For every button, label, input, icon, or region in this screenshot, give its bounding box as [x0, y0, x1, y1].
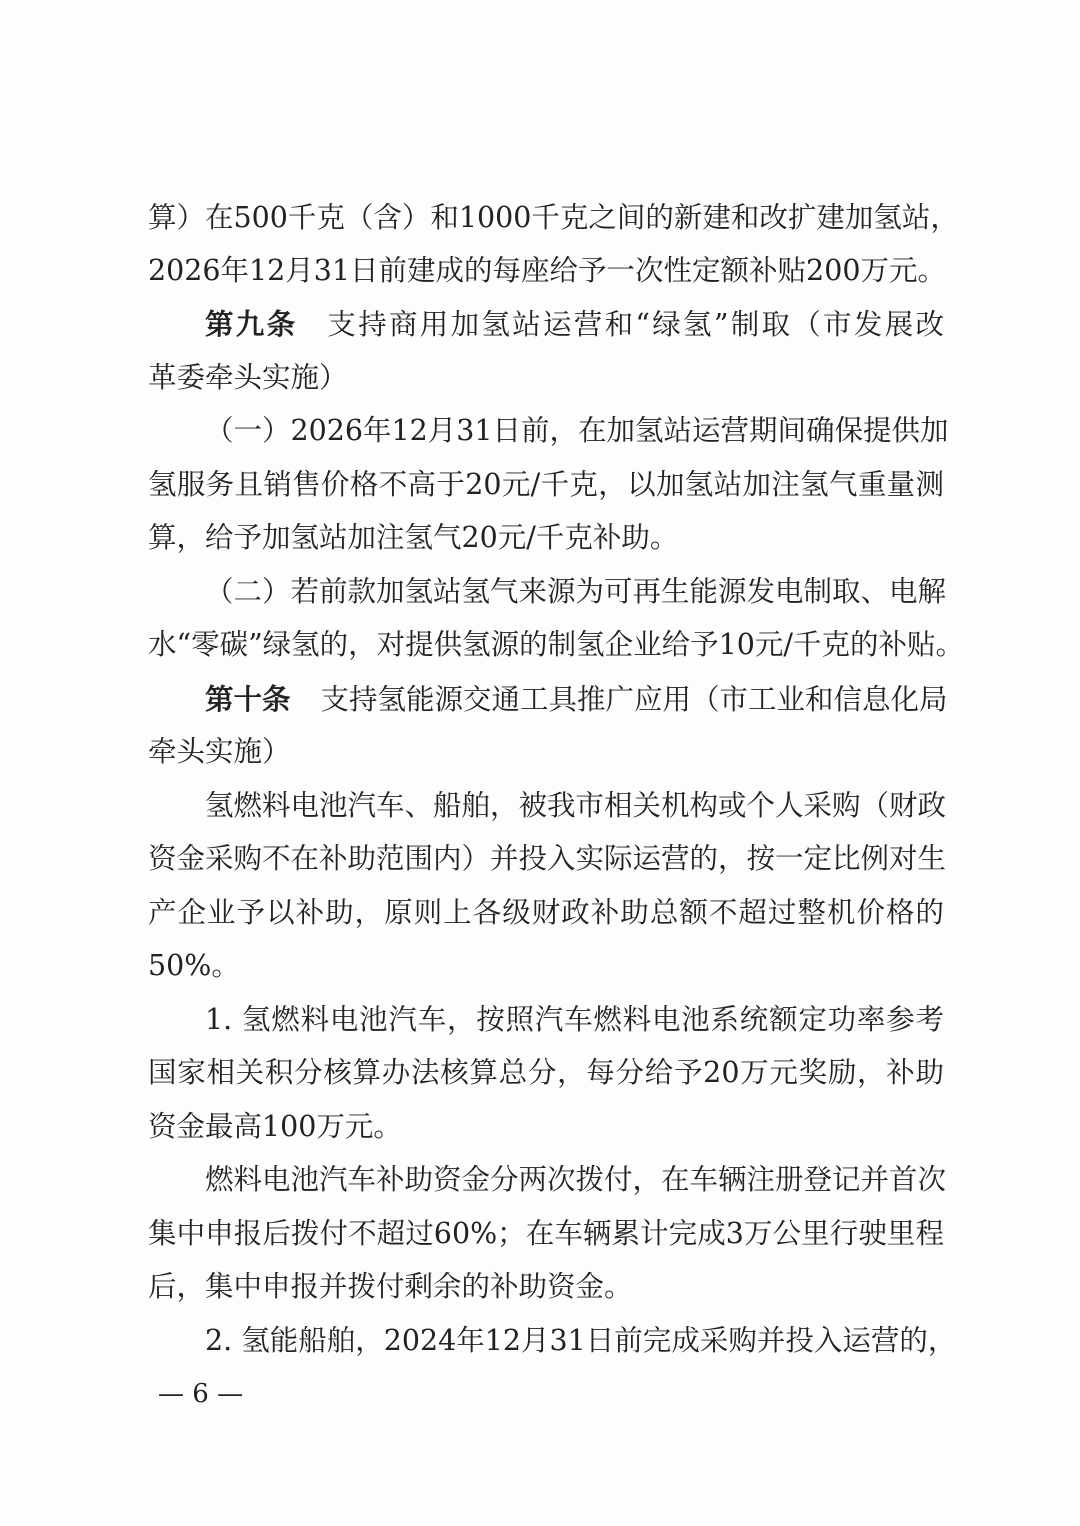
- text-line: 水“零碳”绿氢的，对提供氢源的制氢企业给予10元/千克的补贴。: [148, 628, 965, 661]
- text-line: 2. 氢能船舶，2024年12月31日前完成采购并投入运营的，: [205, 1324, 957, 1357]
- text-line: 资金最高100万元。: [148, 1110, 402, 1143]
- text-line: 氢服务且销售价格不高于20元/千克，以加氢站加注氢气重量测: [148, 468, 944, 501]
- text-line: 产企业予以补助，原则上各级财政补助总额不超过整机价格的: [148, 896, 944, 929]
- article-10-line: [205, 679, 948, 720]
- text-line: （二）若前款加氢站氢气来源为可再生能源发电制取、电解: [205, 575, 947, 608]
- article-9-heading: 第九条: [205, 307, 298, 341]
- text-line: 国家相关积分核算办法核算总分，每分给予20万元奖励，补助: [148, 1056, 944, 1089]
- text-line: 后，集中申报并拨付剩余的补助资金。: [148, 1270, 633, 1303]
- text-line: 革委牵头实施）: [148, 361, 348, 394]
- text-line: 算）在500千克（含）和1000千克之间的新建和改扩建加氢站，: [148, 201, 959, 234]
- text-line: 50%。: [148, 949, 240, 982]
- text-line: （一）2026年12月31日前，在加氢站运营期间确保提供加: [205, 414, 949, 447]
- page-number: — 6 —: [158, 1379, 244, 1409]
- text-line: 集中申报后拨付不超过60%；在车辆累计完成3万公里行驶里程: [148, 1217, 944, 1250]
- article-10-title: 支持氢能源交通工具推广应用（市工业和信息化局: [320, 683, 948, 716]
- text-line: 1. 氢燃料电池汽车，按照汽车燃料电池系统额定功率参考: [205, 1003, 944, 1036]
- article-9-title: 支持商用加氢站运营和“绿氢”制取（市发展改: [327, 308, 944, 341]
- text-line: 牵头实施）: [148, 735, 291, 768]
- text-line: 氢燃料电池汽车、船舶，被我市相关机构或个人采购（财政: [205, 789, 947, 822]
- article-9-line: [205, 304, 944, 345]
- text-line: 2026年12月31日前建成的每座给予一次性定额补贴200万元。: [148, 254, 946, 287]
- text-line: 算，给予加氢站加注氢气20元/千克补助。: [148, 521, 679, 554]
- text-line: 燃料电池汽车补助资金分两次拨付，在车辆注册登记并首次: [205, 1163, 947, 1196]
- article-10-heading: 第十条: [205, 682, 291, 716]
- text-line: 资金采购不在补助范围内）并投入实际运营的，按一定比例对生: [148, 842, 947, 875]
